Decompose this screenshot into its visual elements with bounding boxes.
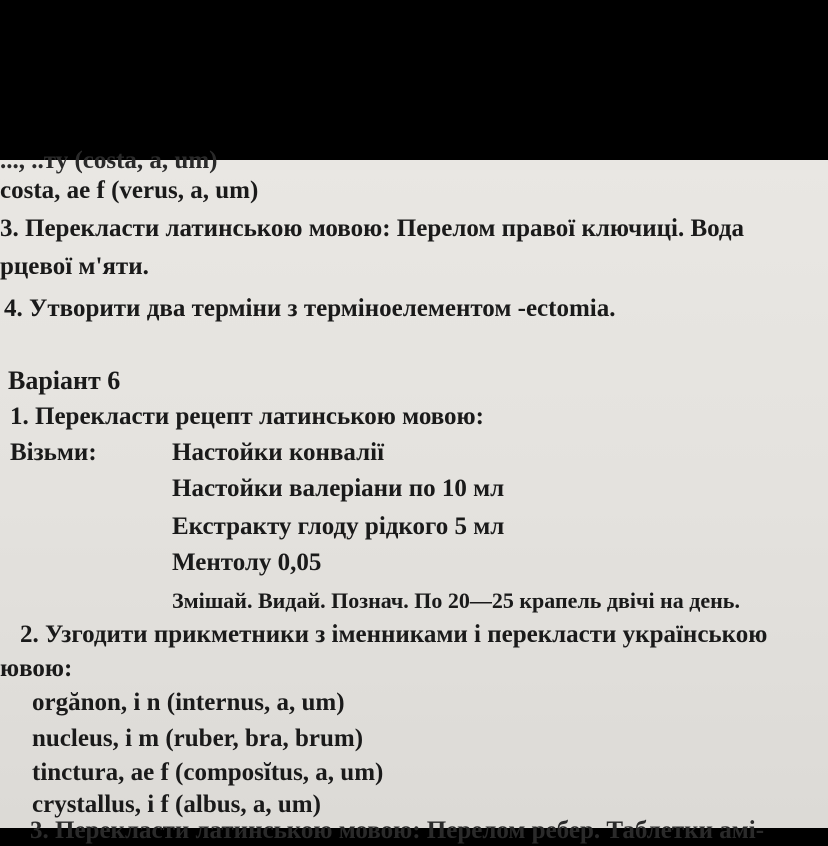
latin-term-crystallus: crystallus, i f (albus, a, um)	[32, 791, 321, 818]
recipe-line-1: Настойки конвалії	[172, 439, 385, 466]
latin-term-organon: orgănon, i n (internus, a, um)	[32, 689, 345, 716]
recipe-instruction: Змішай. Видай. Познач. По 20—25 крапель двічі на день.	[172, 588, 740, 613]
variant-heading: Варіант 6	[8, 366, 121, 395]
cut-off-line: ..., ..ту (costa, a, um)	[0, 147, 218, 174]
textbook-page	[0, 147, 828, 844]
task-4-text: 4. Утворити два терміни з терміноелементом	[4, 295, 518, 322]
latin-term-costa: costa, ae f (verus, a, um)	[0, 177, 259, 204]
task-4	[4, 294, 616, 324]
recipe-line-3: Екстракту глоду рідкого 5 мл	[172, 513, 505, 540]
recipe-line-2: Настойки валеріани по 10 мл	[172, 475, 505, 502]
variant-task-2: 2. Узгодити прикметники з іменниками і перекласти українською	[20, 621, 768, 648]
recipe-label: Візьми:	[10, 439, 97, 466]
recipe-line-4: Ментолу 0,05	[172, 549, 322, 576]
cut-off-bottom-line: 3. Перекласти латинською мовою: Перелом ребер. Таблетки амі-	[30, 817, 765, 844]
task-4-term: -ectomia	[517, 295, 610, 322]
variant-task-1: 1. Перекласти рецепт латинською мовою:	[10, 403, 484, 430]
task-3-continuation: рцевої м'яти.	[0, 253, 149, 280]
latin-term-tinctura: tinctura, ae f (composĭtus, a, um)	[32, 759, 384, 786]
latin-term-nucleus: nucleus, i m (ruber, bra, brum)	[32, 725, 364, 752]
task-3: 3. Перекласти латинською мовою: Перелом правої ключиці. Вода	[0, 215, 745, 242]
task-4-dot: .	[609, 295, 616, 322]
variant-task-2-continuation: ювою:	[0, 655, 73, 682]
